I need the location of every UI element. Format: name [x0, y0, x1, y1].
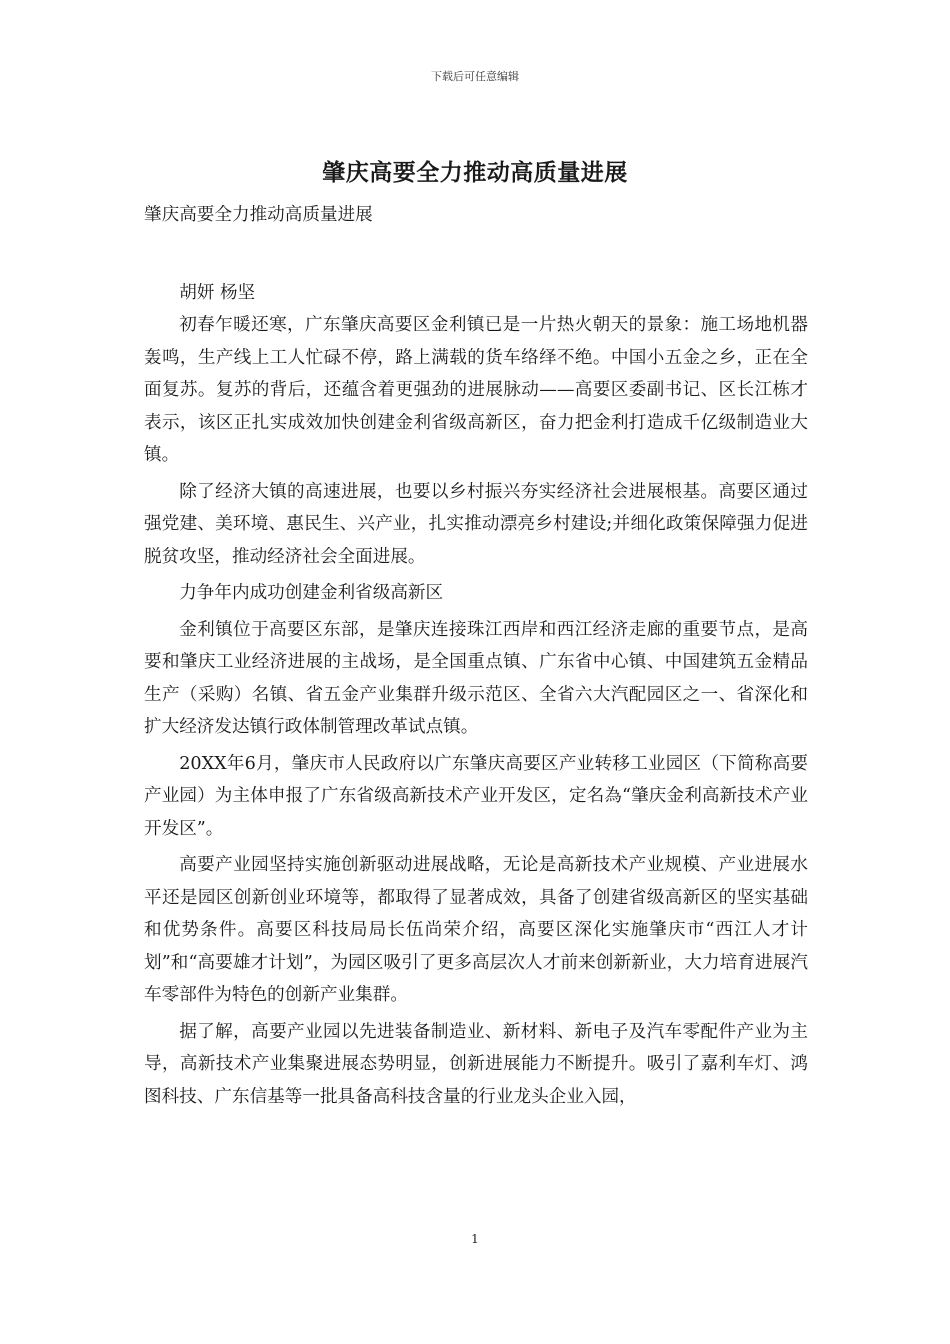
paragraph-2: 除了经济大镇的高速进展，也要以乡村振兴夯实经济社会进展根基。高要区通过强党建、美环境、惠民生、兴产业，扎实推动漂亮乡村建设;并细化政策保障强力促进脱贫攻坚，推动经济社会全面进展。: [144, 481, 808, 567]
authors-line: 胡妍 杨坚: [179, 282, 256, 303]
section-heading: 力争年内成功创建金利省级高新区: [179, 583, 444, 603]
document-subtitle: 肇庆高要全力推动高质量进展: [144, 205, 373, 225]
document-body: [144, 199, 808, 1113]
paragraph-3: 金利镇位于高要区东部，是肇庆连接珠江西岸和西江经济走廊的重要节点，是高要和肇庆工业经济进展的主战场，是全国重点镇、广东省中心镇、中国建筑五金精品生产（采购）名镇、省五金产业集群升级示范区、全省六大汽配园区之一、省深化和扩大经济发达镇行政体制管理改革试点镇。: [144, 619, 808, 737]
document-title: 肇庆高要全力推动高质量进展: [322, 159, 628, 186]
page-number: 1: [471, 1232, 479, 1246]
paragraph-5: 高要产业园坚持实施创新驱动进展战略，无论是高新技术产业规模、产业进展水平还是园区创新创业环境等，都取得了显著成效，具备了创建省级高新区的坚实基础和优势条件。高要区科技局局长伍尚荣介绍，高要区深化实施肇庆市“西江人才计划”和“高要雄才计划”，为园区吸引了更多高层次人才前来创新新业，大力培育进展汽车零部件为特色的创新产业集群。: [144, 855, 808, 1005]
paragraph-1: 初春乍暖还寒，广东肇庆高要区金利镇已是一片热火朝天的景象：施工场地机器轰鸣，生产线上工人忙碌不停，路上满载的货车络绎不绝。中国小五金之乡，正在全面复苏。复苏的背后，还蕴含着更强劲的进展脉动——高要区委副书记、区长江栋才表示，该区正扎实成效加快创建金利省级高新区，奋力把金利打造成千亿级制造业大镇。: [144, 315, 808, 465]
paragraph-4: 20XX年6月，肇庆市人民政府以广东肇庆高要区产业转移工业园区（下简称高要产业园）为主体申报了广东省级高新技术产业开发区，定名為“肇庆金利高新技术产业开发区”。: [144, 753, 808, 839]
header-note: 下载后可任意编辑: [431, 70, 519, 83]
paragraph-6: 据了解，高要产业园以先进装备制造业、新材料、新电子及汽车零配件产业为主导，高新技术产业集聚进展态势明显，创新进展能力不断提升。吸引了嘉利车灯、鸿图科技、广东信基等一批具备高科技含量的行业龙头企业入园，: [144, 1021, 808, 1107]
